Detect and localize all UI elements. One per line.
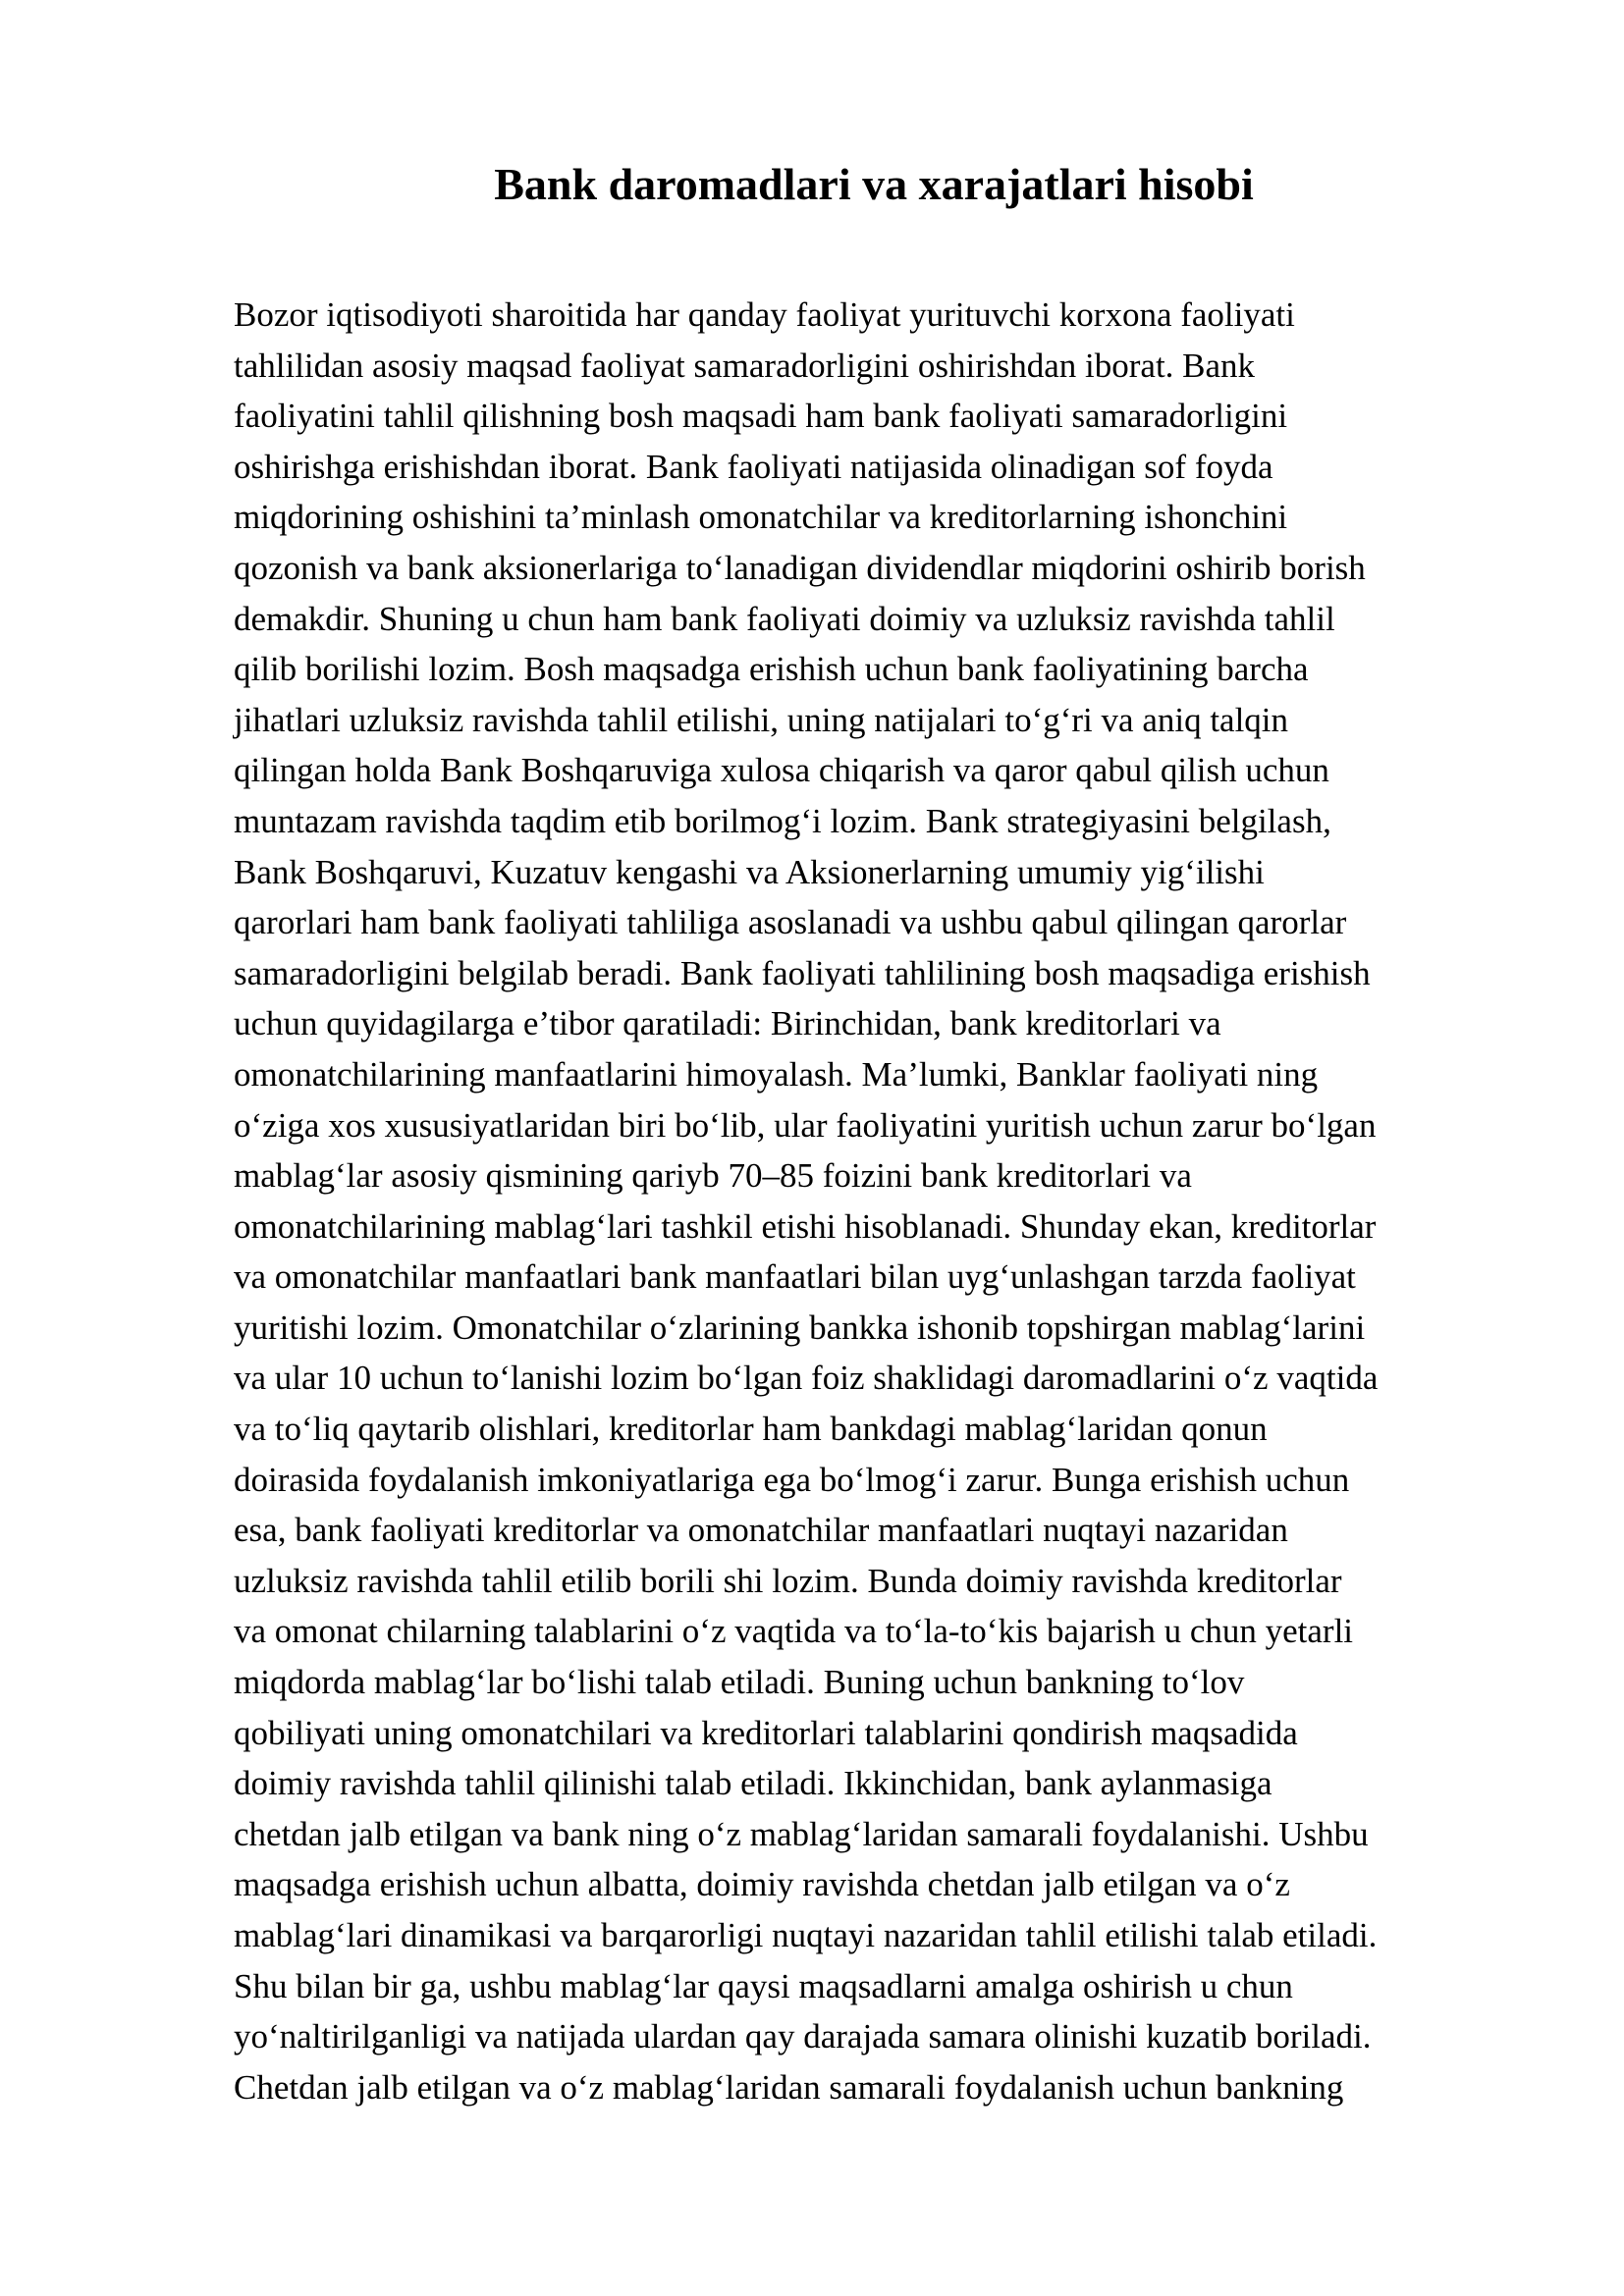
- text-line: va omonat chilarning talablarini o‘z vaqtida va to‘la-to‘kis bajarish u chun yetarli: [234, 1612, 1354, 1651]
- document-title: Bank daromadlari va xarajatlari hisobi: [494, 159, 1254, 209]
- text-line: va omonatchilar manfaatlari bank manfaatlari bilan uyg‘unlashgan tarzda faoliyat: [234, 1257, 1356, 1297]
- text-line: esa, bank faoliyati kreditorlar va omonatchilar manfaatlari nuqtayi nazaridan: [234, 1511, 1288, 1550]
- text-line: demakdir. Shuning u chun ham bank faoliyati doimiy va uzluksiz ravishda tahlil: [234, 599, 1335, 638]
- text-line: oshirishga erishishdan iborat. Bank faoliyati natijasida olinadigan sof foyda: [234, 447, 1273, 486]
- text-line: omonatchilarining manfaatlarini himoyalash. Ma’lumki, Banklar faoliyati ning: [234, 1054, 1319, 1094]
- text-line: Chetdan jalb etilgan va o‘z mablag‘laridan samarali foydalanish uchun bankning: [234, 2067, 1344, 2107]
- text-line: qarorlari ham bank faoliyati tahliliga asoslanadi va ushbu qabul qilingan qarorlar: [234, 903, 1347, 942]
- text-line: uzluksiz ravishda tahlil etilib borili shi lozim. Bunda doimiy ravishda kreditorlar: [234, 1561, 1342, 1600]
- text-line: qozonish va bank aksionerlariga to‘lanadigan dividendlar miqdorini oshirib borish: [234, 548, 1366, 587]
- text-line: samaradorligini belgilab beradi. Bank faoliyati tahlilining bosh maqsadiga erishish: [234, 953, 1371, 992]
- text-line: muntazam ravishda taqdim etib borilmog‘i lozim. Bank strategiyasini belgilash,: [234, 801, 1331, 840]
- text-line: qobiliyati uning omonatchilari va kreditorlari talablarini qondirish maqsadida: [234, 1713, 1298, 1752]
- text-line: maqsadga erishish uchun albatta, doimiy ravishda chetdan jalb etilgan va o‘z: [234, 1865, 1290, 1904]
- text-line: doimiy ravishda tahlil qilinishi talab etiladi. Ikkinchidan, bank aylanmasiga: [234, 1764, 1272, 1803]
- text-line: yo‘naltirilganligi va natijada ulardan qay darajada samara olinishi kuzatib boriladi.: [234, 2017, 1372, 2056]
- text-line: jihatlari uzluksiz ravishda tahlil etilishi, uning natijalari to‘g‘ri va aniq talqin: [234, 700, 1289, 739]
- text-line: Bozor iqtisodiyoti sharoitida har qanday faoliyat yurituvchi korxona faoliyati: [234, 295, 1295, 334]
- text-line: doirasida foydalanish imkoniyatlariga ega bo‘lmog‘i zarur. Bunga erishish uchun: [234, 1460, 1350, 1499]
- text-line: qilib borilishi lozim. Bosh maqsadga erishish uchun bank faoliyatining barcha: [234, 650, 1309, 689]
- body-paragraph: [234, 290, 1530, 2112]
- text-line: va to‘liq qaytarib olishlari, kreditorlar ham bankdagi mablag‘laridan qonun: [234, 1410, 1268, 1449]
- text-line: uchun quyidagilarga e’tibor qaratiladi: Birinchidan, bank kreditorlari va: [234, 1004, 1221, 1043]
- text-line: va ular 10 uchun to‘lanishi lozim bo‘lgan foiz shaklidagi daromadlarini o‘z vaqtida: [234, 1359, 1379, 1398]
- text-line: o‘ziga xos xususiyatlaridan biri bo‘lib, ular faoliyatini yuritish uchun zarur bo‘lgan: [234, 1105, 1377, 1145]
- text-line: chetdan jalb etilgan va bank ning o‘z mablag‘laridan samarali foydalanishi. Ushbu: [234, 1814, 1369, 1853]
- text-line: mablag‘lari dinamikasi va barqarorligi nuqtayi nazaridan tahlil etilishi talab etiladi.: [234, 1916, 1378, 1954]
- text-line: tahlilidan asosiy maqsad faoliyat samaradorligini oshirishdan iborat. Bank: [234, 346, 1256, 385]
- text-line: miqdorining oshishini ta’minlash omonatchilar va kreditorlarning ishonchini: [234, 498, 1288, 537]
- text-line: faoliyatini tahlil qilishning bosh maqsadi ham bank faoliyati samaradorligini: [234, 397, 1288, 436]
- text-line: Shu bilan bir ga, ushbu mablag‘lar qaysi maqsadlarni amalga oshirish u chun: [234, 1966, 1293, 2005]
- text-line: omonatchilarining mablag‘lari tashkil etishi hisoblanadi. Shunday ekan, kreditorlar: [234, 1206, 1377, 1246]
- text-line: qilingan holda Bank Boshqaruviga xulosa chiqarish va qaror qabul qilish uchun: [234, 751, 1329, 790]
- text-line: Bank Boshqaruvi, Kuzatuv kengashi va Aksionerlarning umumiy yig‘ilishi: [234, 852, 1265, 891]
- text-line: yuritishi lozim. Omonatchilar o‘zlarining bankka ishonib topshirgan mablag‘larini: [234, 1308, 1366, 1347]
- text-line: mablag‘lar asosiy qismining qariyb 70–85 foizini bank kreditorlari va: [234, 1156, 1192, 1196]
- text-line: miqdorda mablag‘lar bo‘lishi talab etiladi. Buning uchun bankning to‘lov: [234, 1663, 1245, 1702]
